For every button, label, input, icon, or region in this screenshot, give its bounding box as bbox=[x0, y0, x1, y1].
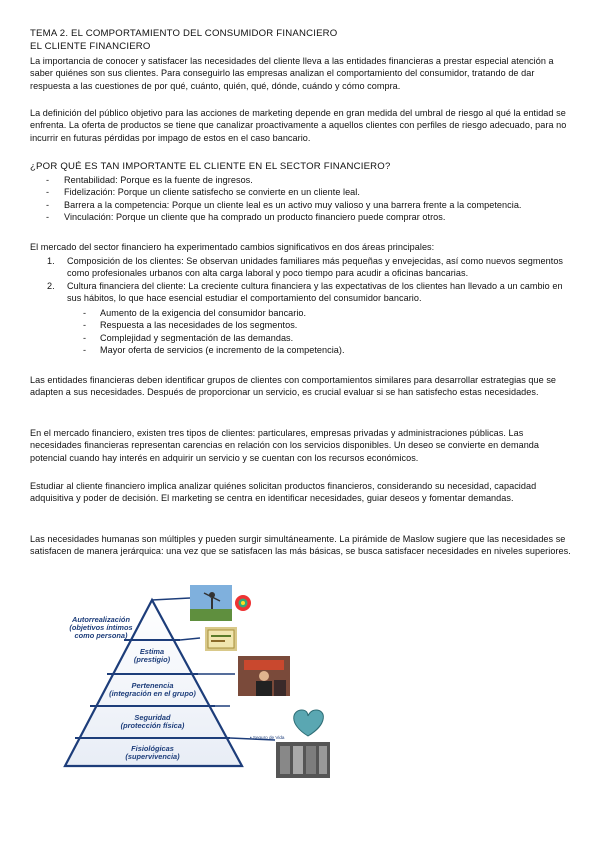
level-name: Autorrealización bbox=[72, 615, 130, 624]
level-sub: (supervivencia) bbox=[125, 752, 180, 761]
pyramid-level-esteem bbox=[117, 648, 187, 664]
level-sub: (objetivos íntimos bbox=[69, 623, 133, 632]
paragraph-study-client: Estudiar al cliente financiero implica analizar quiénes solicitan productos financieros, considerando su necesidad, capacidad adquisitiva y poder de decisión. El marketing se centra en identificar necesidades, guiar deseos y fomentar demandas. bbox=[30, 481, 537, 504]
list-item: - Aumento de la exigencia del consumidor bancario. bbox=[30, 307, 575, 319]
reasons-list bbox=[30, 174, 575, 224]
list-item bbox=[30, 280, 575, 305]
level-name: Seguridad bbox=[134, 713, 171, 722]
connector-line bbox=[180, 638, 200, 640]
document-title bbox=[30, 27, 337, 53]
connector-line bbox=[152, 598, 190, 600]
level-sub: (prestigio) bbox=[133, 655, 171, 664]
paragraph-client-types: En el mercado financiero, existen tres tipos de clientes: particulares, empresas privadas y administraciones públicas. Las necesidades financieras representan carencias en relación con los servicios disponibles. Un deseo se convierte en demanda potencial cuando hay interés en adquirir un servicio y se cuentan con los recursos económicos. bbox=[30, 428, 540, 463]
list-item: - Complejidad y segmentación de las demandas. bbox=[30, 332, 575, 344]
pyramid-level-belonging bbox=[95, 682, 210, 698]
level-name: Estima bbox=[139, 647, 165, 656]
pyramid-level-self-actualization bbox=[62, 616, 140, 640]
list-item: - Rentabilidad: Porque es la fuente de ingresos. bbox=[30, 174, 575, 186]
list-number: 1. bbox=[47, 256, 55, 266]
photo-physiological bbox=[276, 742, 330, 778]
paragraph-market-changes: El mercado del sector financiero ha experimentado cambios significativos en dos áreas principales: bbox=[30, 242, 435, 252]
paragraph-intro: La importancia de conocer y satisfacer las necesidades del cliente lleva a las entidades financieras a prestar especial atención a saber quiénes son sus clientes. Para conseguirlo las empresas analizan el comportamiento del consumidor, tratando de dar respuesta a las cuestiones de por qué, cuánto, quién, qué, dónde, cuándo y cómo compra. bbox=[30, 56, 554, 91]
list-number: 2. bbox=[47, 280, 55, 291]
level-sub: como persona) bbox=[74, 631, 128, 640]
paragraph-target-audience: La definición del público objetivo para las acciones de marketing depende en gran medida del umbral de riesgo al qué la entidad se enfrenta. La oferta de productos se tiene que canalizar proactivamente a aquellos clientes con perfiles de riesgo adecuado, para no incurrir en futuras pérdidas por impago de estos en el caso bancario. bbox=[30, 108, 567, 143]
insurance-caption: • Seguro de Vida bbox=[250, 735, 285, 740]
pyramid-level-safety bbox=[95, 714, 210, 730]
photo-belonging bbox=[238, 656, 290, 696]
title-line-2: EL CLIENTE FINANCIERO bbox=[30, 41, 151, 52]
list-text: Composición de los clientes: Se observan unidades familiares más pequeñas y envejecidas, así como nuevos segmentos como profesionales urbanos con alta carga laboral y poco tiempo para acudir a oficinas bancarias. bbox=[67, 256, 564, 279]
level-name: Pertenencia bbox=[131, 681, 174, 690]
photo-self-actualization bbox=[190, 585, 252, 621]
list-item bbox=[30, 255, 575, 280]
level-sub: (integración en el grupo) bbox=[109, 689, 196, 698]
list-item: - Fidelización: Porque un cliente satisfecho se convierte en un cliente leal. bbox=[30, 186, 575, 198]
list-item: - Mayor oferta de servicios (e incremento de la competencia). bbox=[30, 344, 575, 356]
paragraph-client-groups: Las entidades financieras deben identificar grupos de clientes con comportamientos similares para desarrollar estrategias que se adapten a sus necesidades. Después de proporcionar un servicio, es crucial evaluar si se han satisfecho estas necesidades. bbox=[30, 375, 557, 398]
paragraph-maslow: Las necesidades humanas son múltiples y pueden surgir simultáneamente. La pirámide de Maslow sugiere que las necesidades se satisfacen de manera jerárquica: una vez que se satisfacen las más básicas, se busca satisfacer necesidades en niveles superiores. bbox=[30, 534, 571, 557]
changes-list bbox=[30, 255, 575, 305]
list-item: - Barrera a la competencia: Porque un cliente leal es un activo muy valioso y una barrera frente a la competencia. bbox=[30, 199, 575, 211]
list-item: - Respuesta a las necesidades de los segmentos. bbox=[30, 319, 575, 331]
pyramid-level-physiological bbox=[95, 745, 210, 761]
level-name: Fisiológicas bbox=[131, 744, 174, 753]
section-question: ¿POR QUÉ ES TAN IMPORTANTE EL CLIENTE EN EL SECTOR FINANCIERO? bbox=[30, 161, 391, 172]
title-line-1: TEMA 2. EL COMPORTAMIENTO DEL CONSUMIDOR FINANCIERO bbox=[30, 28, 338, 39]
photo-esteem bbox=[205, 627, 237, 651]
list-text: Cultura financiera del cliente: La creciente cultura financiera y las expectativas de los clientes han llevado a un cambio en sus hábitos, lo que hace esencial estudiar el comportamiento del consumidor bancario. bbox=[67, 280, 563, 304]
list-item: - Vinculación: Porque un cliente que ha comprado un producto financiero puede comprar otros. bbox=[30, 211, 575, 223]
level-sub: (protección física) bbox=[120, 721, 185, 730]
effects-list bbox=[30, 307, 575, 357]
